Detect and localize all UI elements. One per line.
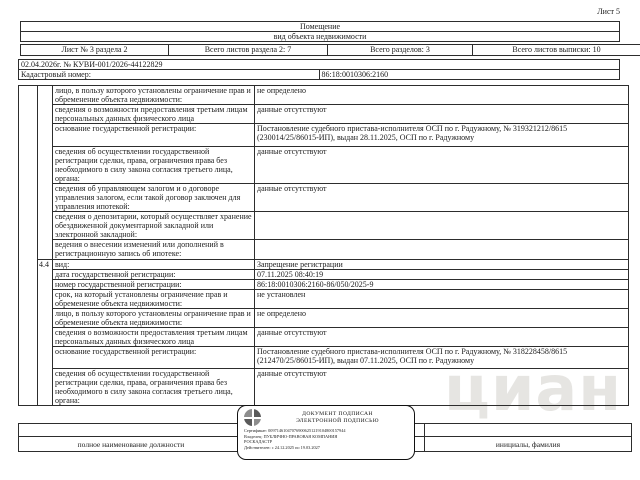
row-value: данные отсутствуют (255, 147, 629, 184)
sheet-info-cell: Всего листов раздела 2: 7 (169, 45, 328, 56)
item-number-cell (38, 86, 53, 260)
sheet-info-cell: Всего листов выписки: 10 (473, 45, 640, 56)
name-caption: инициалы, фамилия (425, 437, 632, 452)
row-label: основание государственной регистрации: (53, 124, 255, 147)
row-value: Постановление судебного пристава-исполнителя ОСП по г. Радужному, № 318228458/8615 (212470/25/86015-ИП), выдан 07.11.2025, ОСП по г. Радужному (255, 347, 629, 369)
row-value (255, 212, 629, 240)
object-type-caption: вид объекта недвижимости (21, 32, 620, 42)
stamp-certificate: Сертификат: 009714610470769006251219104800157944 (244, 428, 346, 433)
row-value: 07.11.2025 08:40:19 (255, 270, 629, 280)
row-value: Постановление судебного пристава-исполнителя ОСП по г. Радужному, № 319321212/8615 (230014/25/86015-ИП), выдан 28.11.2025, ОСП по г. Радужному (255, 124, 629, 147)
item-number-cell: 4.4 (38, 260, 53, 406)
row-label: сведения о депозитарии, который осуществляет хранение обездвиженной документарной закладной или электронной закладной: (53, 212, 255, 240)
cadastral-number-value: 86:18:0010306:2160 (319, 70, 620, 80)
row-label: основание государственной регистрации: (53, 347, 255, 369)
row-value: Запрещение регистрации (255, 260, 629, 270)
row-value: данные отсутствуют (255, 328, 629, 347)
stamp-owner: Владелец: ПУБЛИЧНО-ПРАВОВАЯ КОМПАНИЯ (244, 433, 338, 439)
sheet-info-cell: Лист № 3 раздела 2 (21, 45, 169, 56)
row-label: лицо, в пользу которого установлены ограничение прав и обременение объекта недвижимости: (53, 86, 255, 105)
row-label: срок, на который установлены ограничение прав и обременение объекта недвижимости: (53, 290, 255, 309)
restrictions-table (18, 85, 629, 406)
signature-space (19, 424, 244, 437)
row-label: сведения об осуществлении государственной регистрации сделки, права, ограничения права без необходимого в силу закона согласия третьего лица, органа: (53, 369, 255, 406)
stamp-title-line2: ЭЛЕКТРОННОЙ ПОДПИСЬЮ (296, 417, 379, 424)
stamp-owner2: РОСКАДАСТР (244, 439, 273, 445)
row-value: данные отсутствуют (255, 184, 629, 212)
stamp-title (267, 411, 408, 425)
row-value: не установлен (255, 290, 629, 309)
stamp-title-line1: ДОКУМЕНТ ПОДПИСАН (302, 410, 373, 417)
row-label: ведения о внесении изменений или дополнений в регистрационную запись об ипотеке: (53, 240, 255, 260)
row-label: вид: (53, 260, 255, 270)
row-value: не определено (255, 86, 629, 105)
signature-space (425, 424, 632, 437)
row-value: данные отсутствуют (255, 369, 629, 406)
digital-signature-stamp (237, 405, 415, 460)
sheet-info-cell: Всего разделов: 3 (328, 45, 473, 56)
row-label: номер государственной регистрации: (53, 280, 255, 290)
row-value: 86:18:0010306:2160-86/050/2025-9 (255, 280, 629, 290)
sheet-number: Лист 5 (597, 7, 620, 16)
object-type-value: Помещение (21, 22, 620, 32)
spacer-column-cell (19, 86, 38, 406)
cadastral-number-label: Кадастровый номер: (19, 70, 320, 80)
row-value (255, 240, 629, 260)
row-label: дата государственной регистрации: (53, 270, 255, 280)
row-value: данные отсутствуют (255, 105, 629, 124)
row-label: сведения об управляющем залогом и о договоре управления залогом, если такой договор заключен для управления ипотекой: (53, 184, 255, 212)
request-info-table (18, 59, 620, 80)
stamp-validity: Действителен: с 24.12.2025 по 19.03.2027 (244, 444, 320, 450)
roskadastr-logo-icon (244, 409, 261, 426)
position-caption: полное наименование должности (19, 437, 244, 452)
row-label: сведения о возможности предоставления третьим лицам персональных данных физического лица (53, 328, 255, 347)
row-value: не определено (255, 309, 629, 328)
row-label: сведения о возможности предоставления третьим лицам персональных данных физического лица (53, 105, 255, 124)
cian-watermark: циан (444, 352, 623, 425)
request-date-number: 02.04.2026г. № КУВИ-001/2026-44122829 (19, 60, 620, 70)
row-label: сведения об осуществлении государственной регистрации сделки, права, ограничения права без необходимого в силу закона согласия третьего лица, органа: (53, 147, 255, 184)
row-label: лицо, в пользу которого установлены ограничение прав и обременение объекта недвижимости: (53, 309, 255, 328)
object-type-table (20, 21, 620, 42)
sheet-info-table (20, 44, 640, 56)
